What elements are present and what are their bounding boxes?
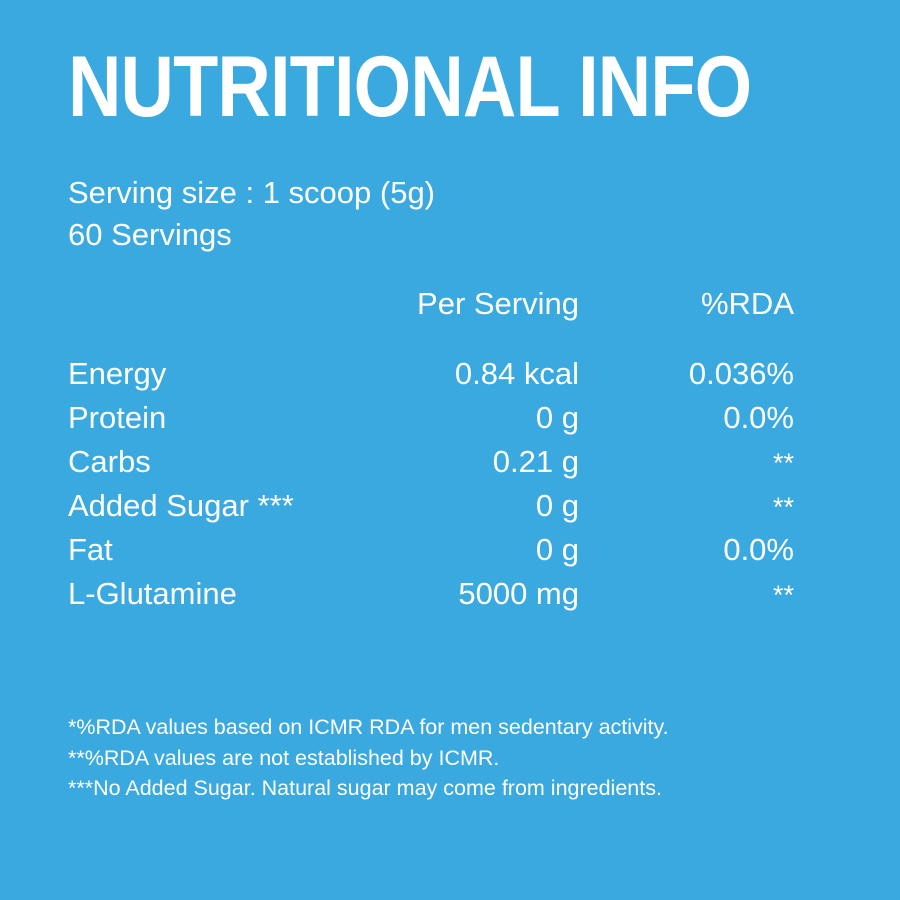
table-row	[68, 528, 794, 572]
table-row	[68, 572, 794, 616]
nutrient-name: Carbs	[68, 444, 151, 480]
nutrition-table-body	[68, 352, 794, 616]
nutrient-rda: 0.0%	[723, 400, 794, 436]
column-header-nutrient	[68, 286, 294, 352]
servings-count-text: 60 Servings	[68, 217, 232, 253]
column-header-per-serving: Per Serving	[417, 286, 579, 322]
nutrient-name: Energy	[68, 356, 167, 392]
nutrient-rda: 0.0%	[723, 532, 794, 568]
footnote-rda-not-established: **%RDA values are not established by ICMR.	[68, 745, 500, 770]
nutrient-rda: **	[772, 492, 794, 523]
nutrient-per-serving: 0.21 g	[492, 444, 579, 480]
footnote-rda-basis: *%RDA values based on ICMR RDA for men sedentary activity.	[68, 715, 669, 739]
nutrient-name: Fat	[68, 532, 113, 568]
footnotes	[68, 712, 669, 804]
nutrient-per-serving: 0 g	[535, 400, 579, 436]
nutrient-per-serving: 0.84 kcal	[454, 356, 579, 392]
table-header-row	[68, 286, 794, 352]
nutrient-name: L-Glutamine	[68, 576, 237, 612]
table-row	[68, 484, 794, 528]
nutrient-name: Added Sugar ***	[68, 488, 294, 524]
nutrient-rda: **	[772, 580, 794, 611]
table-row	[68, 396, 794, 440]
nutrient-per-serving: 5000 mg	[458, 576, 579, 612]
nutrient-rda: **	[772, 448, 794, 479]
nutrient-per-serving: 0 g	[535, 532, 579, 568]
footnote-no-added-sugar: ***No Added Sugar. Natural sugar may come from ingredients.	[68, 776, 662, 801]
nutrient-per-serving: 0 g	[535, 488, 579, 524]
serving-info	[68, 172, 832, 256]
table-row	[68, 440, 794, 484]
nutrient-name: Protein	[68, 400, 167, 436]
page-title: NUTRITIONAL INFO	[68, 39, 752, 135]
nutrition-table-header	[68, 286, 794, 352]
nutrition-table	[68, 286, 794, 616]
nutrient-rda: 0.036%	[688, 356, 794, 392]
serving-size-text: Serving size : 1 scoop (5g)	[68, 175, 436, 210]
table-row	[68, 352, 794, 396]
column-header-rda: %RDA	[700, 286, 794, 322]
